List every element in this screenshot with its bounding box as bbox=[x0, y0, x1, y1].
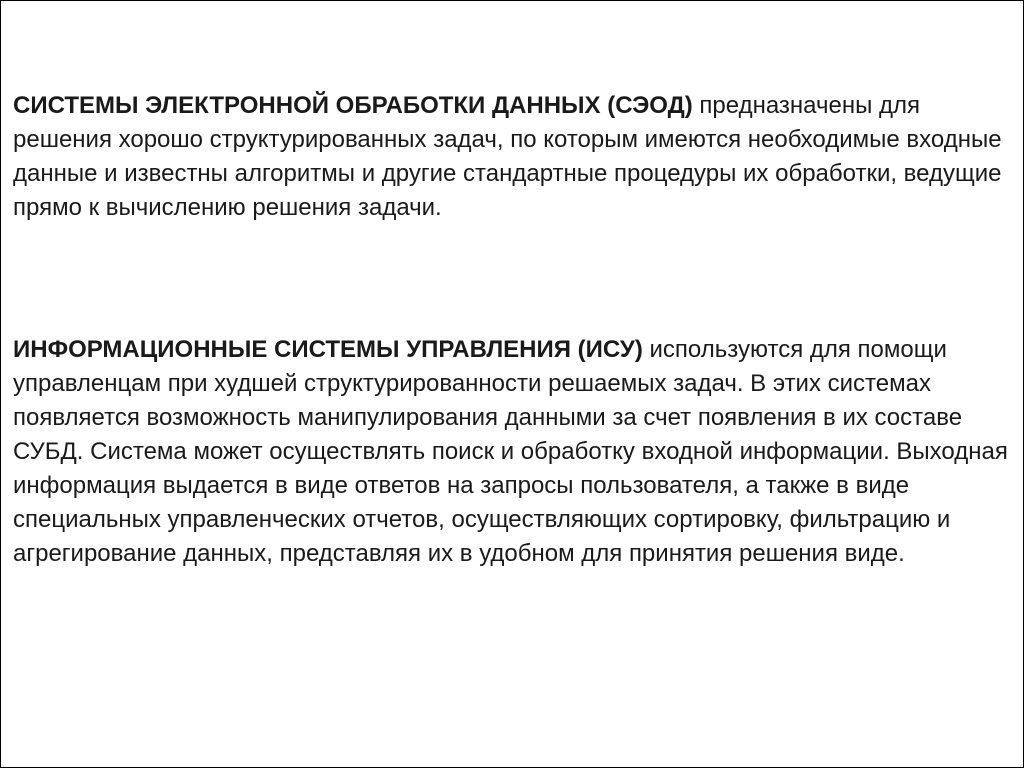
term-edp-systems: СИСТЕМЫ ЭЛЕКТРОННОЙ ОБРАБОТКИ ДАННЫХ (СЭОД) bbox=[13, 92, 693, 119]
paragraph-management-information-systems bbox=[13, 333, 1008, 571]
description-edp-systems: предназначены для решения хорошо структурированных задач, по которым имеются необходимые входные данные и известны алгоритмы и другие стандартные процедуры их обработки, ведущие прямо к вычислению решения задачи. bbox=[13, 92, 1002, 221]
term-management-information-systems: ИНФОРМАЦИОННЫЕ СИСТЕМЫ УПРАВЛЕНИЯ (ИСУ) bbox=[13, 336, 643, 363]
paragraph-edp-systems bbox=[13, 89, 1008, 225]
description-management-information-systems: используются для помощи управленцам при худшей структурированности решаемых задач. В этих системах появляется возможность манипулирования данными за счет появления в их составе СУБД. Система может осуществлять поиск и обработку входной информации. Выходная информация выдается в виде ответов на запросы пользователя, а также в виде специальных управленческих отчетов, осуществляющих сортировку, фильтрацию и агрегирование данных, представляя их в удобном для принятия решения виде. bbox=[13, 336, 1008, 567]
